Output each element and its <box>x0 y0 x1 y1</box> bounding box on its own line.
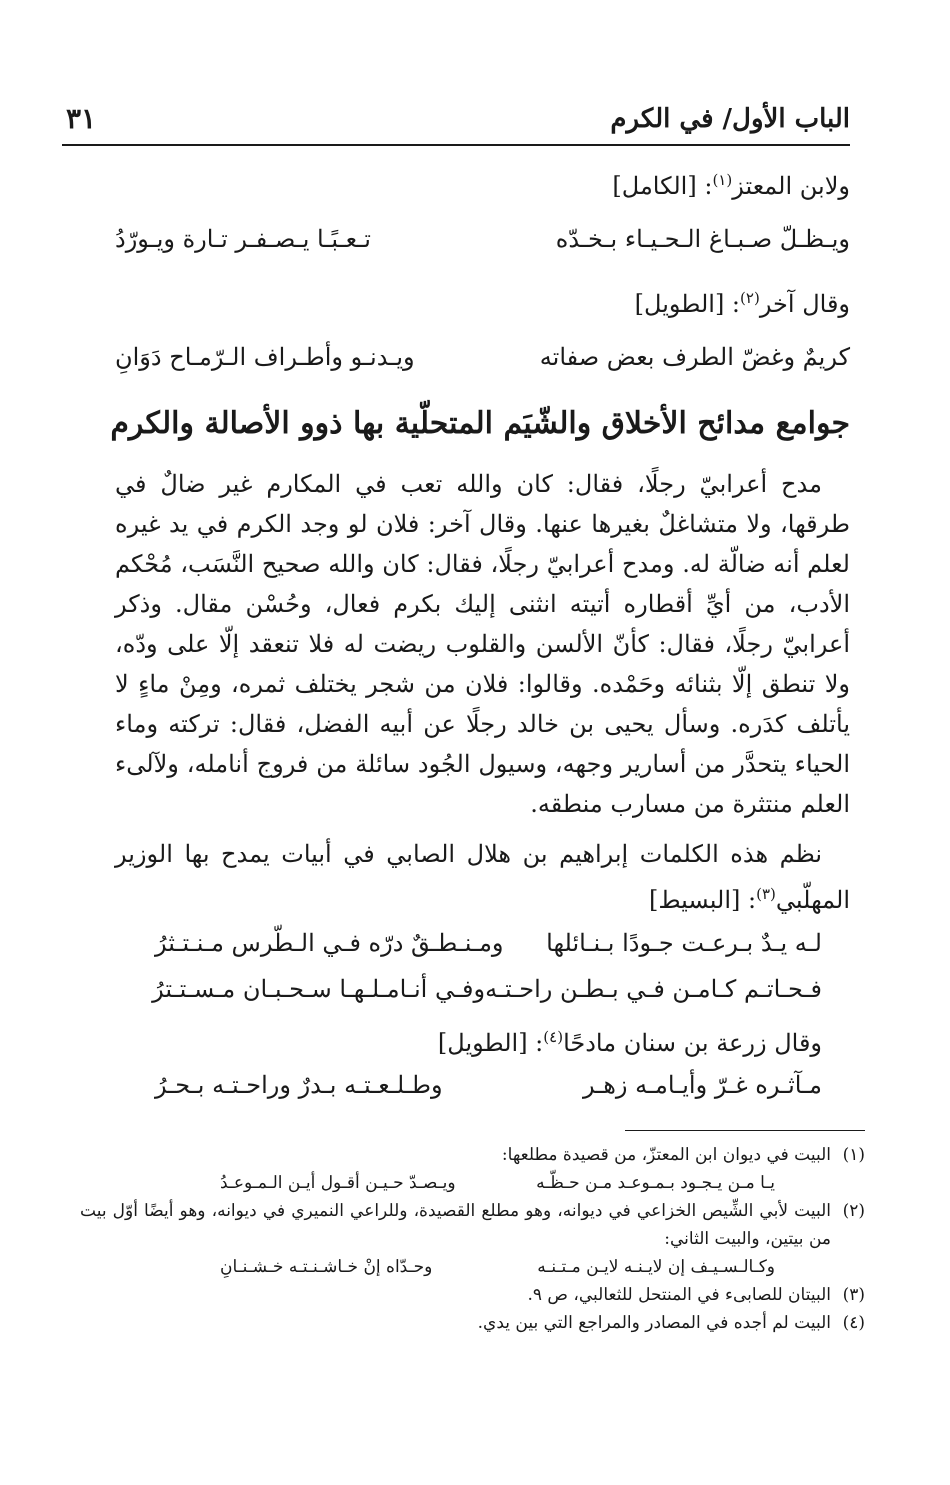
footnote-ref-4: (٤) <box>543 1028 564 1046</box>
footnote-4 <box>80 1309 865 1337</box>
footnote-divider <box>625 1130 865 1131</box>
meter-label: : [الطويل] <box>634 290 741 318</box>
attribution-text: وقال آخر <box>759 290 850 318</box>
meter-label: : [الطويل] <box>437 1029 544 1057</box>
footnote-2 <box>80 1197 865 1253</box>
attribution-another <box>115 268 850 328</box>
verse-first-hemistich: وكـالـسـيـف إن لايـنـه لايـن مـتـنـه <box>537 1257 775 1277</box>
footnotes-section <box>80 1130 865 1337</box>
footnote-text: البيت لم أجده في المصادر والمراجع التي بين يدي. <box>477 1313 831 1333</box>
running-title: الباب الأول/ في الكرم <box>610 104 850 134</box>
prose-paragraph-2 <box>115 834 850 920</box>
prose-paragraph-1: مدح أعرابيّ رجلًا، فقال: كان والله تعب في المكارم غير ضالٌ في طرقها، ولا متشاغلٌ بغيرها عنها. وقال آخر: فلان لو وجد الكرم في يد غيره لعلم أنه ضالّة له. ومدح أعرابيّ رجلًا، فقال: كان والله صحيح النَّسَب، مُحْكم الأدب، من أيِّ أقطاره أتيته انثنى إليك بكرم فعال، وحُسْن مقال. وذكر أعرابيّ رجلًا، فقال: كأنّ الألسن والقلوب ريضت له فلا تنعقد إلّا على ودّه، ولا تنطق إلّا بثنائه وحَمْده. وقالوا: فلان من شجر يختلف ثمره، ومِنْ ماءٍ لا يأتلف كدَره. وسأل يحيى بن خالد رجلًا عن أبيه الفضل، فقال: تركته وماء الحياء يتحدَّر من أسارير وجهه، وسيول الجُود سائلة من فروج أنامله، ولآلىء العلم منتثرة من مسارب منطقه. <box>115 470 850 818</box>
main-content <box>110 150 850 1108</box>
footnote-text: البيت في ديوان ابن المعتزّ، من قصيدة مطلعها: <box>501 1145 831 1165</box>
verse-second-hemistich: ويـدنـو وأطـراف الـرّمـاح دَوَانِ <box>115 343 415 371</box>
footnote-1 <box>80 1141 865 1169</box>
verse-second-hemistich: ويـصـدّ حـيـن أقـول أيـن الـمـوعـدُ <box>220 1173 456 1193</box>
attribution-text: وقال زرعة بن سنان مادحًا <box>563 1029 822 1057</box>
page-number: ٣١ <box>66 102 97 135</box>
verse-second-hemistich: وطـلـعـتـه بـدرٌ وراحـتـه بـحـرُ <box>155 1071 443 1099</box>
attribution-text: ولابن المعتز <box>732 172 850 200</box>
footnote-3 <box>80 1281 865 1309</box>
verse-second-hemistich: وفـي أنـامـلـهـا سـحـبـان مـسـتـترُ <box>152 975 486 1003</box>
footnote-verse-2 <box>80 1253 865 1281</box>
footnote-verse-1 <box>80 1169 865 1197</box>
attribution-ibn-almutazz <box>115 150 850 210</box>
verse-first-hemistich: لـه يـدٌ بـرعـت جـودًا بـنـائلها <box>546 929 822 957</box>
footnote-ref-2: (٢) <box>740 289 760 307</box>
footnote-number: (٣) <box>842 1285 865 1305</box>
verse-line-2 <box>115 328 850 386</box>
verse-second-hemistich: تـعـبًـا يـصـفـر تـارة ويـورّدُ <box>115 225 371 253</box>
meter-label: : [الكامل] <box>612 172 713 200</box>
verse-first-hemistich: مـآثـره غـرّ وأيـامـه زهـر <box>583 1071 822 1099</box>
footnote-ref-1: (١) <box>712 171 733 189</box>
footnote-ref-3: (٣) <box>756 885 776 903</box>
meter-label: : [البسيط] <box>649 886 757 914</box>
verse-first-hemistich: يـا مـن يـجـود بـمـوعـد مـن حـظّـه <box>536 1173 775 1193</box>
footnote-number: (٢) <box>842 1201 865 1221</box>
verse-second-hemistich: ومـنـطـقٌ درّه فـي الـطّرس مـنـتـثرُ <box>155 929 504 957</box>
verse-line-3 <box>155 920 822 966</box>
footnote-list <box>80 1141 865 1337</box>
verse-first-hemistich: فـحـاتـم كـامـن فـي بـطـن راحـتـه <box>485 975 822 1003</box>
verse-line-5 <box>155 1062 822 1108</box>
footnote-text: البيتان للصابىء في المنتحل للثعالبي، ص ٩. <box>527 1285 831 1305</box>
verse-first-hemistich: ويـظـلّ صـبـاغ الـحـيـاء بـخـدّه <box>555 225 850 253</box>
verse-line-4 <box>152 966 822 1012</box>
footnote-text: البيت لأبي الشِّيص الخزاعي في ديوانه، وهو مطلع القصيدة، وللراعي النميري في ديوانه، وهو أيضًا أوّل بيت من بيتين، والبيت الثاني: <box>80 1201 831 1249</box>
poem-block <box>115 920 850 1108</box>
footnote-number: (١) <box>842 1145 865 1165</box>
verse-second-hemistich: وحـدّاه إنْ خـاشـنـتـه خـشـنـانِ <box>220 1257 433 1277</box>
footnote-number: (٤) <box>842 1313 865 1333</box>
verse-first-hemistich: كريمٌ وغضّ الطرف بعض صفاته <box>539 343 850 371</box>
verse-line-1 <box>115 210 850 268</box>
attribution-zura <box>155 1012 822 1062</box>
paragraph-text: نظم هذه الكلمات إبراهيم بن هلال الصابي في أبيات يمدح بها الوزير المهلّبي <box>115 840 850 914</box>
section-heading: جوامع مدائح الأخلاق والشّيَم المتحلّية بها ذوو الأصالة والكرم <box>110 406 850 441</box>
page-header <box>62 100 850 146</box>
